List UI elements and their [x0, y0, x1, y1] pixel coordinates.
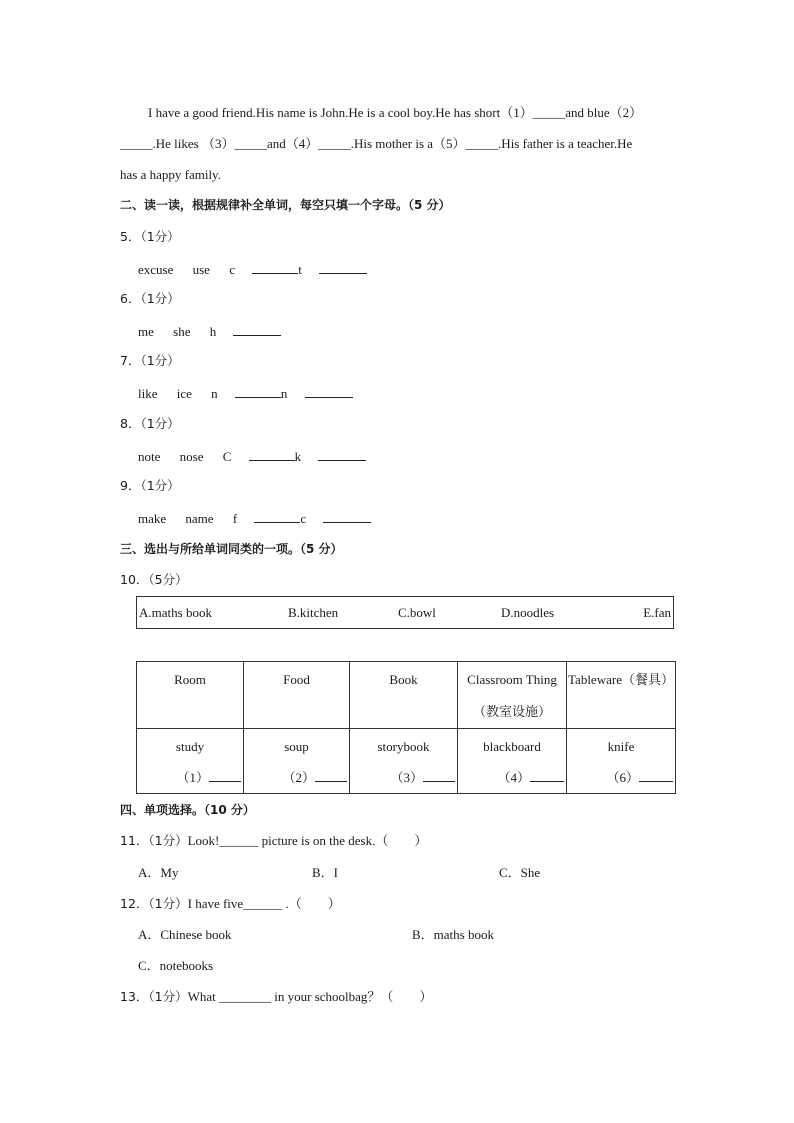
header-cell: Tableware（餐具） — [567, 662, 676, 729]
table-cell: study （1） — [137, 729, 244, 794]
question-9-sequence — [138, 510, 371, 527]
option-a: A.maths book — [139, 605, 212, 620]
option-e: E.fan — [643, 605, 671, 620]
question-10-number: 10．（5分） — [120, 572, 188, 587]
option-c: C.bowl — [398, 605, 436, 620]
option-d: D.noodles — [501, 605, 555, 620]
table-cell: knife （6） — [567, 729, 676, 794]
question-13-text: What ________ in your schoolbag？（ ） — [187, 989, 433, 1004]
word: k — [294, 449, 302, 464]
category-table — [136, 661, 676, 794]
answer-blank[interactable] — [305, 385, 353, 398]
word: use — [192, 262, 210, 277]
passage-line-1: I have a good friend.His name is John.He is a cool boy.He has short（1）_____and blue（2） — [148, 105, 643, 120]
header-cell: Book — [350, 662, 458, 729]
answer-blank[interactable] — [233, 323, 281, 336]
section-2-title: 二、读一读，根据规律补全单词，每空只填一个字母。（5 分） — [120, 198, 451, 212]
question-8-number: 8．（1分） — [120, 416, 180, 431]
header-note: （教室设施） — [472, 704, 551, 719]
answer-blank[interactable] — [319, 261, 367, 274]
question-13 — [120, 989, 432, 1005]
question-6-sequence — [138, 323, 281, 340]
word: C — [222, 449, 232, 464]
question-8-sequence — [138, 448, 366, 465]
answer-blank[interactable] — [323, 510, 371, 523]
answer-blank[interactable] — [639, 769, 673, 782]
option-11-b[interactable]: B．I — [312, 865, 339, 880]
question-7-sequence — [138, 385, 353, 402]
answer-blank[interactable] — [423, 769, 455, 782]
word: like — [138, 386, 158, 401]
question-5-sequence — [138, 261, 367, 278]
table-header-row — [137, 662, 676, 729]
answer-blank[interactable] — [252, 261, 298, 274]
option-12-c[interactable]: C．notebooks — [138, 958, 214, 973]
header-cell: Food — [244, 662, 350, 729]
answer-blank[interactable] — [254, 510, 300, 523]
word: note — [138, 449, 161, 464]
word: me — [138, 324, 154, 339]
word: c — [229, 262, 235, 277]
word: nose — [179, 449, 204, 464]
option-12-a[interactable]: A．Chinese book — [138, 927, 232, 942]
question-9-number: 9．（1分） — [120, 478, 180, 493]
option-b: B.kitchen — [288, 605, 339, 620]
answer-blank[interactable] — [315, 769, 347, 782]
answer-blank[interactable] — [235, 385, 281, 398]
option-11-c[interactable]: C．She — [499, 865, 541, 880]
word: excuse — [138, 262, 174, 277]
passage-line-3: has a happy family. — [120, 167, 221, 182]
word: n — [211, 386, 218, 401]
word: make — [138, 511, 167, 526]
question-11 — [120, 833, 427, 849]
question-5-number: 5．（1分） — [120, 229, 180, 244]
question-11-text: Look!______ picture is on the desk.（ ） — [187, 833, 428, 848]
question-12-number: 12．（1分） — [120, 896, 188, 911]
question-6-number: 6．（1分） — [120, 291, 180, 306]
answer-blank[interactable] — [318, 448, 366, 461]
question-12-text: I have five______ .（ ） — [187, 896, 341, 911]
header-cell: Classroom Thing （教室设施） — [458, 662, 567, 729]
word: f — [232, 511, 238, 526]
word-options-box — [136, 596, 674, 629]
answer-blank[interactable] — [209, 769, 241, 782]
answer-blank[interactable] — [530, 769, 564, 782]
word: c — [300, 511, 307, 526]
table-cell: storybook （3） — [350, 729, 458, 794]
table-cell: blackboard （4） — [458, 729, 567, 794]
option-12-b[interactable]: B．maths book — [412, 927, 494, 942]
answer-blank[interactable] — [249, 448, 295, 461]
question-12 — [120, 896, 341, 912]
word: name — [185, 511, 214, 526]
word: ice — [176, 386, 192, 401]
table-body-row — [137, 729, 676, 794]
word: h — [209, 324, 217, 339]
option-11-a[interactable]: A．My — [138, 865, 179, 880]
question-7-number: 7．（1分） — [120, 353, 180, 368]
table-cell: soup （2） — [244, 729, 350, 794]
header-cell: Room — [137, 662, 244, 729]
word: n — [280, 386, 288, 401]
passage-line-2: _____.He likes （3）_____and（4）_____.His mother is a（5）_____.His father is a teacher.He — [120, 136, 633, 151]
question-11-number: 11．（1分） — [120, 833, 188, 848]
word: t — [298, 262, 302, 277]
question-13-number: 13．（1分） — [120, 989, 188, 1004]
word: she — [173, 324, 191, 339]
section-4-title: 四、单项选择。（10 分） — [120, 803, 255, 817]
section-3-title: 三、选出与所给单词同类的一项。（5 分） — [120, 542, 343, 556]
